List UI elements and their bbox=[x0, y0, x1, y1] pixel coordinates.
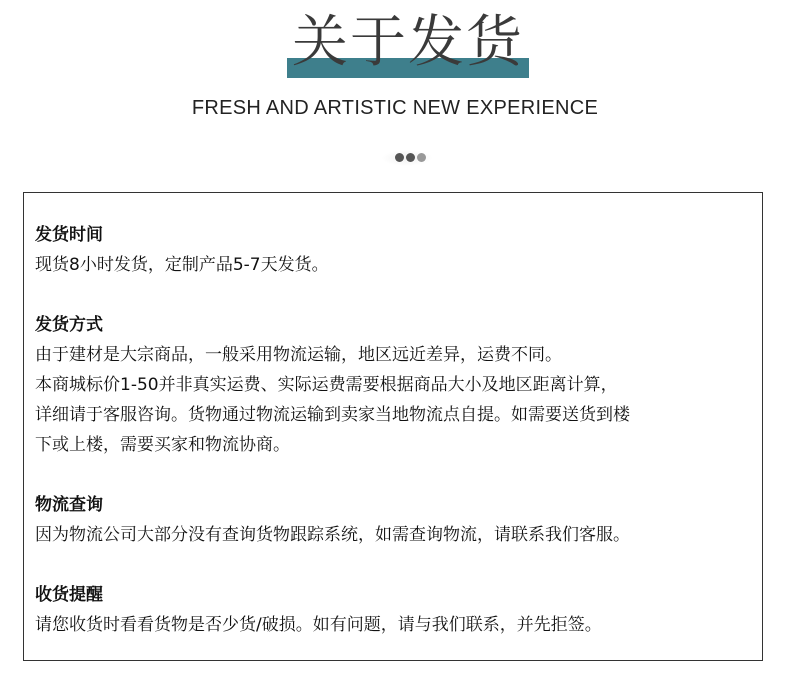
section-shipping-time bbox=[35, 220, 755, 280]
section-text: 详细请于客服咨询。货物通过物流运输到卖家当地物流点自提。如需要送货到楼 bbox=[35, 405, 630, 425]
section-text: 因为物流公司大部分没有查询货物跟踪系统，如需查询物流，请联系我们客服。 bbox=[35, 525, 630, 545]
dot-icon bbox=[406, 153, 415, 162]
section-text: 由于建材是大宗商品，一般采用物流运输，地区远近差异，运费不同。 bbox=[35, 345, 562, 365]
section-title: 发货方式 bbox=[35, 315, 103, 335]
decorative-dots bbox=[384, 148, 444, 166]
section-text: 本商城标价1-50并非真实运费、实际运费需要根据商品大小及地区距离计算， bbox=[35, 375, 618, 395]
dot-icon bbox=[417, 153, 426, 162]
section-title: 发货时间 bbox=[35, 225, 103, 245]
section-receipt-reminder bbox=[35, 580, 755, 640]
section-logistics-query bbox=[35, 490, 755, 550]
section-text: 请您收货时看看货物是否少货/破损。如有问题，请与我们联系，并先拒签。 bbox=[35, 615, 602, 635]
section-text: 现货8小时发货，定制产品5-7天发货。 bbox=[35, 255, 329, 275]
dot-icon bbox=[395, 153, 404, 162]
page-title: 关于发货 bbox=[292, 10, 524, 75]
section-text: 下或上楼，需要买家和物流协商。 bbox=[35, 435, 290, 455]
section-shipping-method bbox=[35, 310, 755, 460]
section-title: 收货提醒 bbox=[35, 585, 103, 605]
page-subtitle: FRESH AND ARTISTIC NEW EXPERIENCE bbox=[191, 97, 599, 119]
shipping-info-box bbox=[23, 192, 763, 661]
title-block bbox=[287, 8, 529, 78]
section-title: 物流查询 bbox=[35, 495, 103, 515]
page-header bbox=[0, 0, 790, 180]
